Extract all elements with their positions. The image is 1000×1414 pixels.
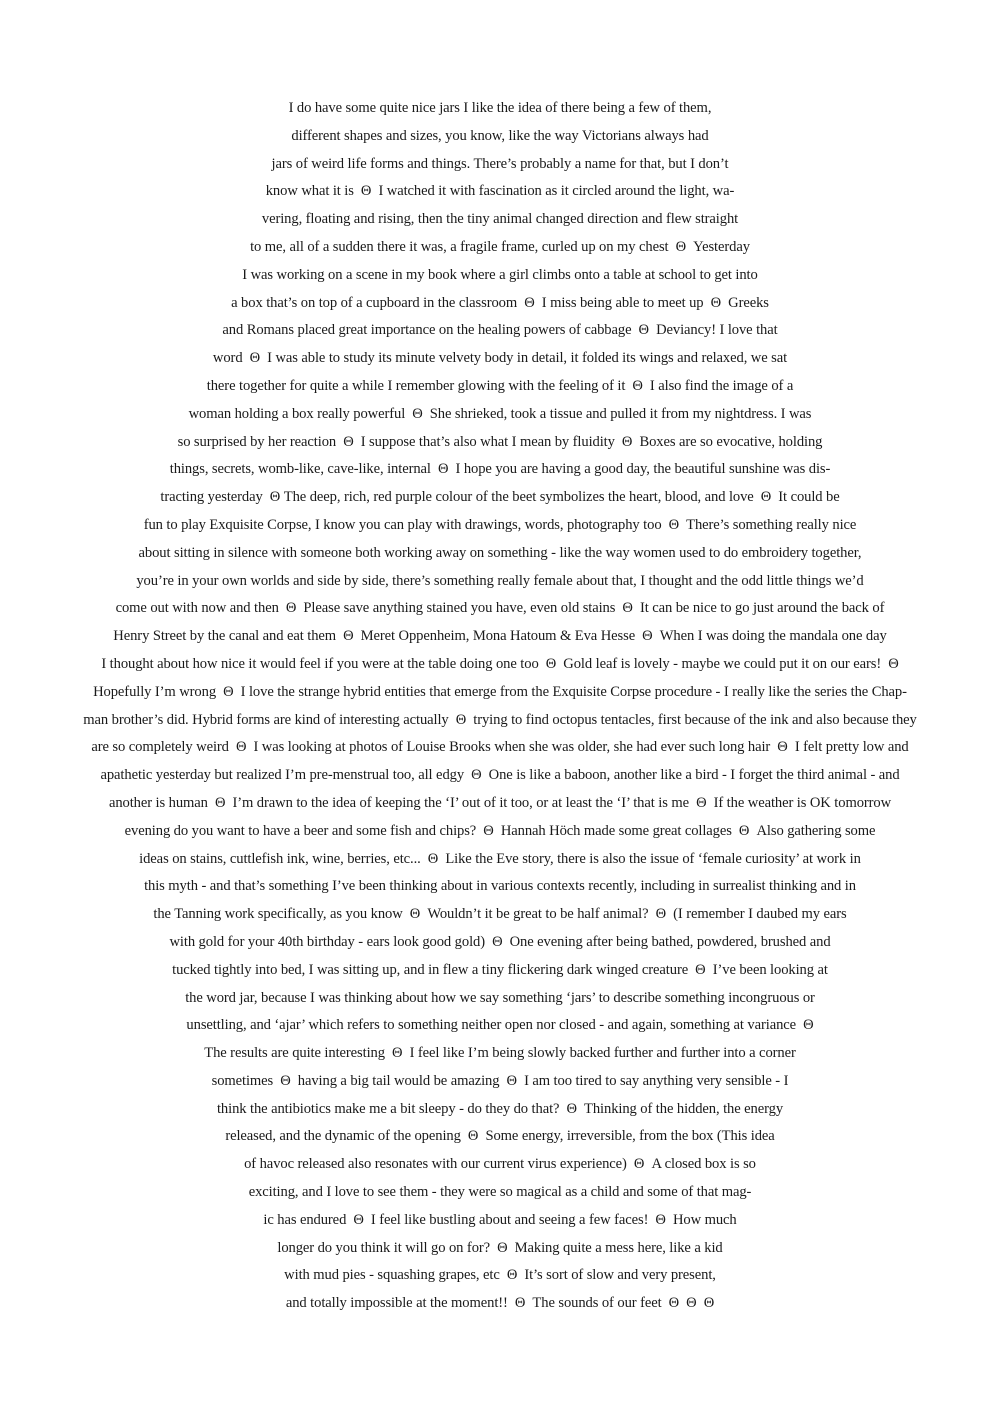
text-line: of havoc released also resonates with our current virus experience) Θ A closed box is so [244,1156,756,1173]
text-line: to me, all of a sudden there it was, a fragile frame, curled up on my chest Θ Yesterday [250,238,750,255]
text-line: Hopefully I’m wrong Θ I love the strange hybrid entities that emerge from the Exquisite Corpse procedure - I really like the series the Chap- [93,683,907,700]
text-line: with gold for your 40th birthday - ears look good gold) Θ One evening after being bathed, powdered, brushed and [169,933,831,950]
text-block [0,95,1000,1318]
text-line: come out with now and then Θ Please save anything stained you have, even old stains Θ It can be nice to go just around the back of [115,600,885,617]
text-line: another is human Θ I’m drawn to the idea of keeping the ‘I’ out of it too, or at least the ‘I’ that is me Θ If the weather is OK tomorrow [108,794,892,811]
text-line: different shapes and sizes, you know, like the way Victorians always had [291,127,709,144]
text-line: evening do you want to have a beer and some fish and chips? Θ Hannah Höch made some great collages Θ Also gathering some [124,822,876,839]
text-line: tucked tightly into bed, I was sitting up, and in flew a tiny flickering dark winged creature Θ I’ve been looking at [172,961,828,978]
text-line: longer do you think it will go on for? Θ Making quite a mess here, like a kid [277,1239,723,1256]
text-line: things, secrets, womb-like, cave-like, internal Θ I hope you are having a good day, the beautiful sunshine was dis- [169,461,831,478]
text-line: with mud pies - squashing grapes, etc Θ It’s sort of slow and very present, [284,1267,716,1284]
text-line: released, and the dynamic of the opening Θ Some energy, irreversible, from the box (This idea [225,1128,775,1145]
text-line: the word jar, because I was thinking about how we say something ‘jars’ to describe something incongruous or [185,989,815,1006]
text-line: fun to play Exquisite Corpse, I know you can play with drawings, words, photography too Θ There’s something really nice [143,516,857,533]
text-line: I was working on a scene in my book where a girl climbs onto a table at school to get into [242,266,758,283]
text-line: so surprised by her reaction Θ I suppose that’s also what I mean by fluidity Θ Boxes are so evocative, holding [177,433,823,450]
text-line: this myth - and that’s something I’ve been thinking about in various contexts recently, including in surrealist thinking and in [144,878,856,895]
text-line: are so completely weird Θ I was looking at photos of Louise Brooks when she was older, she had ever such long hair Θ I felt pretty low and [91,739,909,756]
text-line: The results are quite interesting Θ I feel like I’m being slowly backed further and further into a corner [204,1045,796,1062]
text-line: exciting, and I love to see them - they were so magical as a child and some of that mag- [248,1184,752,1201]
text-line: vering, floating and rising, then the tiny animal changed direction and flew straight [261,211,739,228]
text-line: word Θ I was able to study its minute velvety body in detail, it folded its wings and relaxed, we sat [212,350,788,367]
text-line: know what it is Θ I watched it with fascination as it circled around the light, wa- [265,183,735,200]
text-line: and totally impossible at the moment!! Θ The sounds of our feet Θ Θ Θ [285,1295,715,1312]
text-line: tracting yesterday Θ The deep, rich, red purple colour of the beet symbolizes the heart, blood, and love Θ It could be [160,489,840,506]
text-line: man brother’s did. Hybrid forms are kind of interesting actually Θ trying to find octopus tentacles, first because of the ink and also because they [83,711,917,728]
text-line: ic has endured Θ I feel like bustling about and seeing a few faces! Θ How much [263,1211,737,1228]
text-line: I do have some quite nice jars I like the idea of there being a few of them, [288,100,712,116]
text-line: unsettling, and ‘ajar’ which refers to something neither open nor closed - and again, something at variance Θ [186,1017,814,1034]
text-line: the Tanning work specifically, as you know Θ Wouldn’t it be great to be half animal? Θ (I remember I daubed my ears [153,906,847,923]
text-line: a box that’s on top of a cupboard in the classroom Θ I miss being able to meet up Θ Greeks [231,294,769,311]
text-line: sometimes Θ having a big tail would be amazing Θ I am too tired to say anything very sensible - I [211,1072,789,1089]
text-line: woman holding a box really powerful Θ She shrieked, took a tissue and pulled it from my nightdress. I was [188,405,812,422]
text-line: apathetic yesterday but realized I’m pre-menstrual too, all edgy Θ One is like a baboon, another like a bird - I forget the third animal - and [100,767,900,784]
text-line: you’re in your own worlds and side by side, there’s something really female about that, I thought and the odd little things we’d [136,572,864,589]
text-line: I thought about how nice it would feel if you were at the table doing one too Θ Gold leaf is lovely - maybe we could put it on our ears! Θ [101,655,899,672]
text-line: jars of weird life forms and things. There’s probably a name for that, but I don’t [271,155,729,172]
text-line: ideas on stains, cuttlefish ink, wine, berries, etc... Θ Like the Eve story, there is also the issue of ‘female curiosity’ at work in [139,850,861,867]
text-line: about sitting in silence with someone both working away on something - like the way women used to do embroidery together, [138,544,862,561]
text-line: and Romans placed great importance on the healing powers of cabbage Θ Deviancy! I love that [222,322,778,339]
text-line: Henry Street by the canal and eat them Θ Meret Oppenheim, Mona Hatoum & Eva Hesse Θ When I was doing the mandala one day [113,628,887,645]
text-line: there together for quite a while I remember glowing with the feeling of it Θ I also find the image of a [206,377,794,394]
text-line: think the antibiotics make me a bit sleepy - do they do that? Θ Thinking of the hidden, the energy [216,1100,784,1117]
